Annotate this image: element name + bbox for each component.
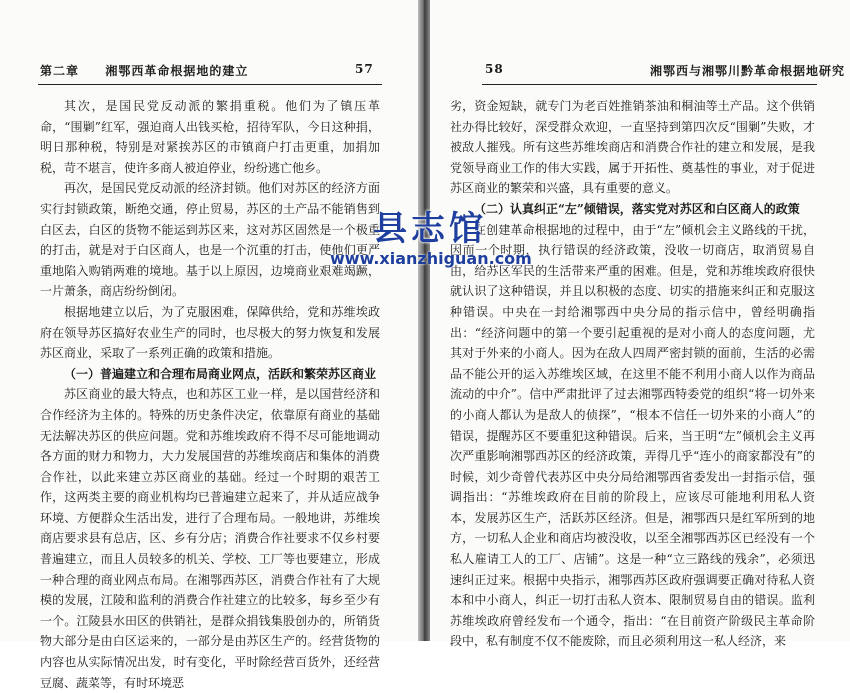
page-number: 58 (485, 62, 504, 76)
header-rule (482, 84, 817, 85)
book-spine (418, 0, 430, 641)
running-title: 湘鄂西与湘鄂川黔革命根据地研究 (650, 64, 846, 78)
paragraph: 劣，资金短缺，就专门为老百姓推销茶油和桐油等土产品。这个供销社办得比较好，深受群众欢迎，一直坚持到第四次反“围剿”失败，才被敌人摧残。所有这些苏维埃商店和消费合作社的建立和发展，是我党领导商业工作的伟大实践，属于开拓性、奠基性的事业，对于促进苏区商业的繁荣和兴盛，具有重要的意义。 (450, 99, 815, 196)
watermark-title: 县志馆 (373, 209, 487, 249)
page-body (40, 96, 380, 693)
chapter-header (40, 62, 248, 79)
section-heading: （二）认真纠正“左”倾错误，落实党对苏区和白区商人的政策 (474, 201, 800, 216)
right-page (430, 0, 850, 649)
section-heading: （一）普遍建立和合理布局商业网点，活跃和繁荣苏区商业 (64, 366, 377, 381)
paragraph: 再次，是国民党反动派的经济封锁。他们对苏区的经济方面实行封锁政策，断绝交通，停止贸易，苏区的土产品不能销售到白区去，白区的货物不能运到苏区来，这对苏区固然是一个极重的打击，就是对于白区商人，也是一个沉重的打击，使他们更严重地陷入购销两难的境地。基于以上原因，边境商业艰难竭蹶，一片萧条，商店纷纷倒闭。 (40, 181, 380, 299)
paragraph: 其次，是国民党反动派的繁捐重税。他们为了镇压革命，“围剿”红军，强迫商人出钱买枪，招待军队，今日这种捐，明日那种税，特别是对紧挨苏区的市镇商户打击更重，加捐加税，苛不堪言，使许多商人被迫停业，纷纷逃亡他乡。 (40, 99, 380, 175)
left-page (0, 0, 418, 690)
chapter-title: 湘鄂西革命根据地的建立 (105, 64, 249, 78)
chapter-label: 第二章 (40, 64, 80, 78)
page-body (450, 96, 815, 652)
page-number: 57 (355, 62, 374, 76)
paragraph: 苏区商业的最大特点，也和苏区工业一样，是以国营经济和合作经济为主体的。特殊的历史条件决定，依靠原有商业的基础无法解决苏区的供应问题。党和苏维埃政府不得不尽可能地调动各方面的财力和物力，大力发展国营的苏维埃商店和集体的消费合作社，以此来建立苏区商业的基础。经过一个时期的艰苦工作，这两类主要的商业机构均已普遍建立起来了，并从适应战争环境、方便群众生活出发，进行了合理布局。一般地讲，苏维埃商店要求县有总店，区、乡有分店；消费合作社要求不仅乡村要普遍建立，而且人员较多的机关、学校、工厂等也要建立，形成一种合理的商业网点布局。在湘鄂西苏区，消费合作社有了大规模的发展，江陵和监利的消费合作社建立的比较多，每乡至少有一个。江陵县水田区的供销社，是群众捐钱集股创办的，所销货物大部分是由白区运来的，一部分是由苏区生产的。经营货物的内容也从实际情况出发，时有变化，平时除经营百货外，还经营豆腐、蔬菜等，有时环境恶 (40, 387, 380, 690)
watermark-url: www.xianzhiguan.com (330, 249, 532, 268)
paragraph: 根据地建立以后，为了克服困难，保障供给，党和苏维埃政府在领导苏区搞好农业生产的同时，也尽极大的努力恢复和发展苏区商业，采取了一系列正确的政策和措施。 (40, 304, 380, 361)
paragraph: 在创建革命根据地的过程中，由于“左”倾机会主义路线的干扰，因而一个时期，执行错误的经济政策，没收一切商店，取消贸易自由，给苏区军民的生活带来严重的困难。但是，党和苏维埃政府很快就认识了这种错误，并且以积极的态度、切实的措施来纠正和克服这种错误。中央在一封给湘鄂西中央分局的指示信中，曾经明确指出：“经济问题中的第一个要引起重视的是对小商人的态度问题，尤其对于外来的小商人。因为在敌人四周严密封锁的面前，生活的必需品不能公开的运入苏维埃区域，在这里不能不利用小商人以作为商品流动的中介”。信中严肃批评了过去湘鄂西特委党的组织“将一切外来的小商人都认为是敌人的侦探”，“根本不信任一切外来的小商人”的错误，提醒苏区不要重犯这种错误。后来，当王明“左”倾机会主义再次严重影响湘鄂西苏区的经济政策，弄得几乎“连小的商家都没有”的时候，刘少奇曾代表苏区中央分局给湘鄂西省委发出一封指示信，强调指出：“苏维埃政府在目前的阶段上，应该尽可能地利用私人资本，发展苏区生产，活跃苏区经济。但是，湘鄂西只是红军所到的地方，一切私人企业和商店均被没收，以至全湘鄂西苏区已经没有一个私人雇请工人的工厂、店铺”。这是一种“立三路线的残余”，必须迅速纠正过来。根据中央指示，湘鄂西苏区政府强调要正确对待私人资本和中小商人，纠正一切打击私人资本、限制贸易自由的错误。监利苏维埃政府曾经发布一个通令，指出：“在目前资产阶级民主革命阶段中，私有制度不仅不能废除，而且必须利用这一私人经济，来 (450, 222, 815, 649)
header-rule (38, 84, 382, 85)
